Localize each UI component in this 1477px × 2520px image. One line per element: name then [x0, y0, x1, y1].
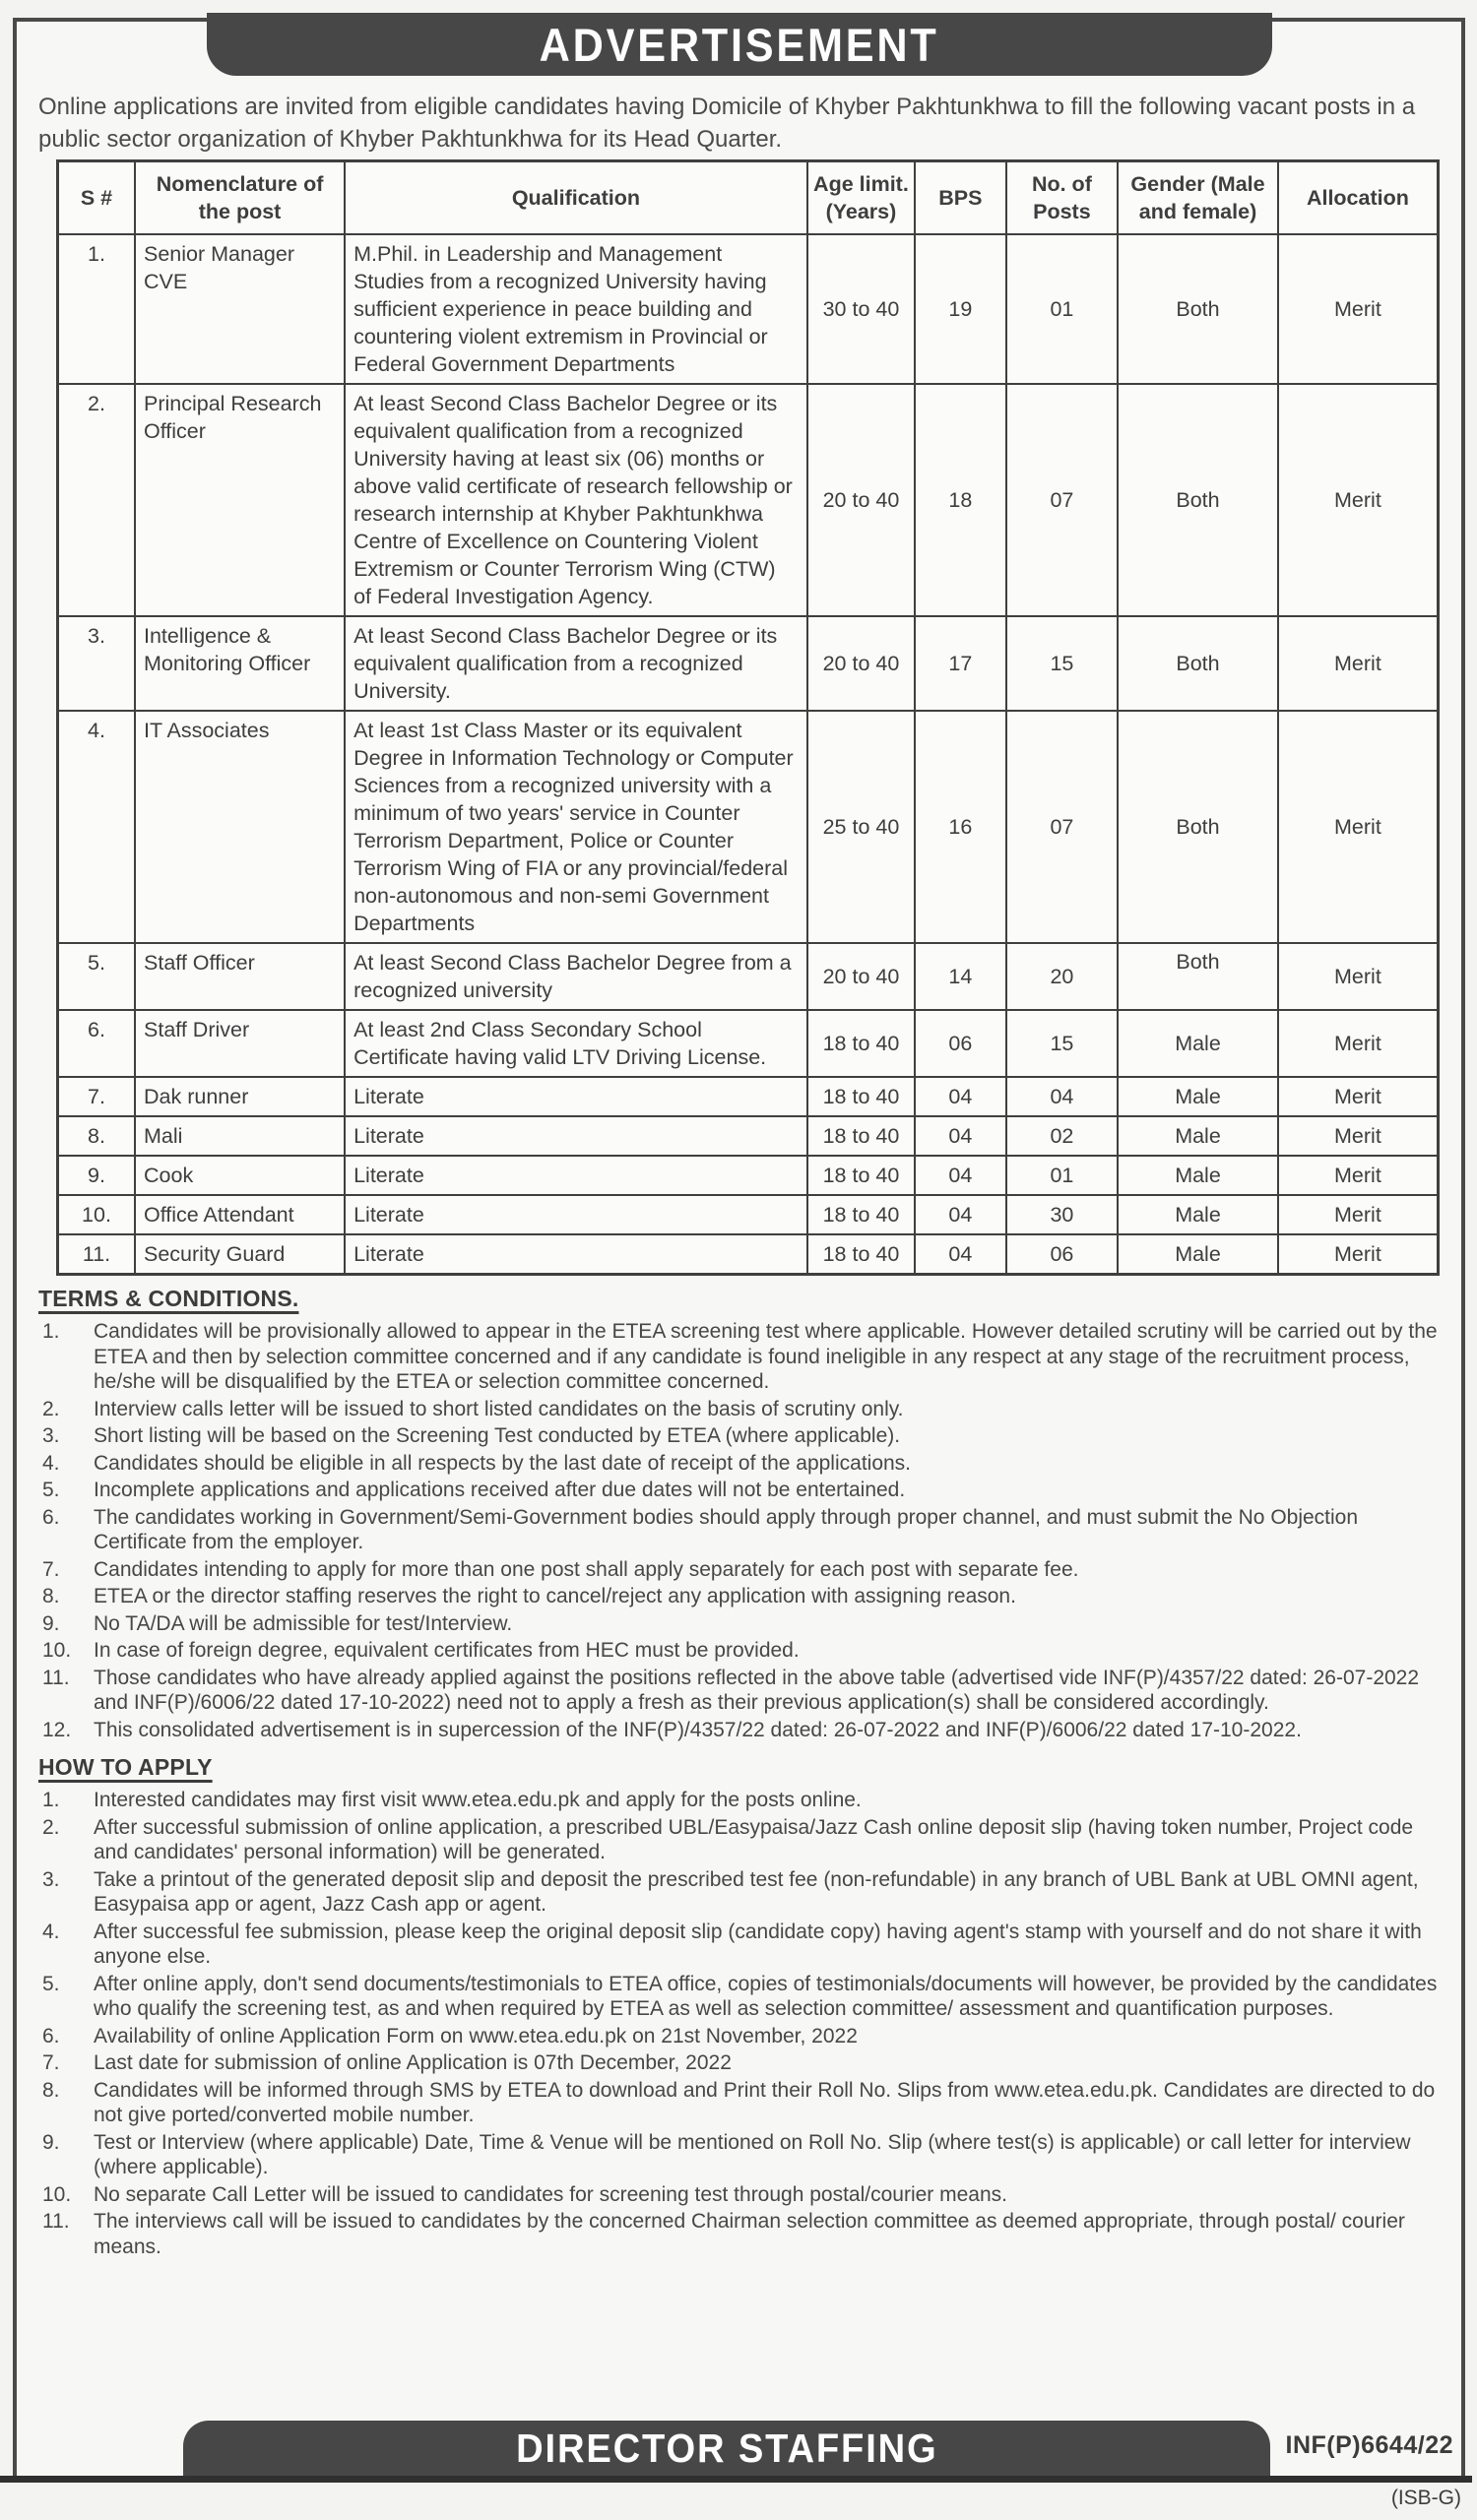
term-item [38, 1584, 1440, 1609]
item-text: Candidates should be eligible in all respects by the last date of receipt of the applications. [94, 1451, 912, 1475]
header-allocation: Allocation [1278, 161, 1439, 235]
item-number: 2. [42, 1815, 60, 1839]
term-item [38, 1557, 1440, 1583]
table-row [58, 1234, 1439, 1275]
apply-item [38, 2209, 1440, 2259]
cell-qualification: At least 2nd Class Secondary School Certificate having valid LTV Driving License. [345, 1010, 807, 1077]
cell-allocation: Merit [1278, 1234, 1439, 1275]
cell-post-name: Staff Officer [135, 943, 345, 1010]
apply-item [38, 2024, 1440, 2049]
cell-allocation: Merit [1278, 711, 1439, 943]
cell-post-name: Cook [135, 1156, 345, 1195]
item-number: 7. [42, 2051, 60, 2074]
item-text: Candidates will be provisionally allowed to appear in the ETEA screening test where applicable. However detailed scrutiny will be carried out by the ETEA and then by selection committee concerned and if any candidate is found ineligible in any respect at any stage of the recruitment process, he/she will be disqualified by the ETEA or selection committee concerned. [94, 1320, 1438, 1393]
item-number: 6. [42, 2024, 60, 2048]
cell-qualification: Literate [345, 1116, 807, 1156]
table-row [58, 234, 1439, 384]
term-item [38, 1638, 1440, 1664]
term-item [38, 1478, 1440, 1503]
cell-bps: 04 [915, 1077, 1006, 1116]
apply-item [38, 2182, 1440, 2208]
cell-allocation: Merit [1278, 1116, 1439, 1156]
cell-bps: 04 [915, 1195, 1006, 1234]
cell-post-name: Mali [135, 1116, 345, 1156]
cell-qualification: At least 1st Class Master or its equivalent Degree in Information Technology or Computer Sciences from a recognized university with a minimum of two years' service in Counter Terrorism Department, Police or Counter Terrorism Wing of FIA or any provincial/federal non-autonomous and non-semi Government Departments [345, 711, 807, 943]
cell-serial: 9. [58, 1156, 136, 1195]
item-text: Candidates intending to apply for more than one post shall apply separately for each post with separate fee. [94, 1557, 1079, 1581]
cell-allocation: Merit [1278, 1156, 1439, 1195]
cell-allocation: Merit [1278, 943, 1439, 1010]
director-staffing-title: DIRECTOR STAFFING [515, 2425, 938, 2471]
cell-age-limit: 18 to 40 [807, 1116, 915, 1156]
apply-item [38, 1867, 1440, 1918]
cell-gender: Both [1118, 616, 1278, 711]
cell-post-name: Principal Research Officer [135, 384, 345, 616]
item-number: 8. [42, 1585, 60, 1607]
table-header-row [58, 161, 1439, 235]
item-number: 3. [42, 1424, 60, 1447]
item-number: 3. [42, 1867, 60, 1891]
item-text: Interested candidates may first visit www.etea.edu.pk and apply for the posts online. [94, 1789, 862, 1811]
item-number: 4. [42, 1451, 60, 1475]
posts-table-body [58, 234, 1439, 1275]
advertisement-title: ADVERTISEMENT [540, 18, 939, 71]
cell-no-of-posts: 20 [1006, 943, 1119, 1010]
table-row [58, 1077, 1439, 1116]
item-number: 10. [42, 1639, 72, 1662]
header-serial: S # [58, 161, 136, 235]
cell-age-limit: 18 to 40 [807, 1010, 915, 1077]
item-text: Test or Interview (where applicable) Date, Time & Venue will be mentioned on Roll No. Slip (where test(s) is applicable) or call letter for interview (where applicable). [94, 2130, 1411, 2178]
item-text: Incomplete applications and applications received after due dates will not be entertained. [94, 1479, 906, 1501]
terms-list [38, 1319, 1440, 1742]
item-number: 11. [42, 2210, 70, 2233]
item-text: In case of foreign degree, equivalent certificates from HEC must be provided. [94, 1639, 800, 1662]
cell-no-of-posts: 06 [1006, 1234, 1119, 1275]
item-number: 4. [42, 1920, 60, 1943]
apply-item [38, 1972, 1440, 2022]
term-item [38, 1451, 1440, 1477]
cell-allocation: Merit [1278, 1077, 1439, 1116]
term-item [38, 1397, 1440, 1422]
intro-paragraph: Online applications are invited from eligible candidates having Domicile of Khyber Pakhtunkhwa to fill the following vacant posts in a public sector organization of Khyber Pakhtunkhwa for its Head Quarter. [38, 94, 1416, 153]
cell-post-name: IT Associates [135, 711, 345, 943]
header-bps: BPS [915, 161, 1006, 235]
advertisement-banner [207, 13, 1272, 76]
table-row [58, 1010, 1439, 1077]
cell-age-limit: 18 to 40 [807, 1077, 915, 1116]
cell-qualification: Literate [345, 1077, 807, 1116]
term-item [38, 1666, 1440, 1716]
cell-age-limit: 20 to 40 [807, 384, 915, 616]
cell-serial: 1. [58, 234, 136, 384]
cell-bps: 04 [915, 1234, 1006, 1275]
term-item [38, 1611, 1440, 1637]
cell-serial: 7. [58, 1077, 136, 1116]
item-number: 12. [42, 1718, 72, 1741]
cell-bps: 16 [915, 711, 1006, 943]
cell-age-limit: 18 to 40 [807, 1234, 915, 1275]
item-text: After successful fee submission, please keep the original deposit slip (candidate copy) having agent's stamp with yourself and do not share it with anyone else. [94, 1920, 1422, 1968]
term-item [38, 1505, 1440, 1555]
isb-g-note: (ISB-G) [1390, 2487, 1461, 2509]
cell-serial: 3. [58, 616, 136, 711]
cell-age-limit: 30 to 40 [807, 234, 915, 384]
item-number: 7. [42, 1557, 60, 1581]
cell-qualification: Literate [345, 1234, 807, 1275]
cell-bps: 18 [915, 384, 1006, 616]
item-text: This consolidated advertisement is in supercession of the INF(P)/4357/22 dated: 26-07-2022 and INF(P)/6006/22 dated 17-10-2022. [94, 1718, 1302, 1741]
table-row [58, 1195, 1439, 1234]
cell-allocation: Merit [1278, 1010, 1439, 1077]
item-text: No TA/DA will be admissible for test/Interview. [94, 1611, 513, 1635]
cell-qualification: At least Second Class Bachelor Degree or its equivalent qualification from a recognized University having at least six (06) months or above valid certificate of research fellowship or research internship at Khyber Pakhtunkhwa Centre of Excellence on Countering Violent Extremism or Counter Terrorism Wing (CTW) of Federal Investigation Agency. [345, 384, 807, 616]
cell-no-of-posts: 07 [1006, 384, 1119, 616]
apply-item [38, 1815, 1440, 1865]
apply-item [38, 2130, 1440, 2180]
cell-serial: 4. [58, 711, 136, 943]
cell-gender: Both [1118, 384, 1278, 616]
item-number: 6. [42, 1505, 60, 1529]
cell-qualification: Literate [345, 1195, 807, 1234]
cell-no-of-posts: 15 [1006, 1010, 1119, 1077]
cell-serial: 5. [58, 943, 136, 1010]
cell-gender: Both [1118, 943, 1278, 1010]
item-text: After successful submission of online application, a prescribed UBL/Easypaisa/Jazz Cash online deposit slip (having token number, Project code and candidates' personal information) will be generated. [94, 1815, 1414, 1863]
cell-serial: 6. [58, 1010, 136, 1077]
item-number: 5. [42, 1479, 60, 1501]
cell-bps: 17 [915, 616, 1006, 711]
item-number: 2. [42, 1397, 60, 1420]
header-age-limit: Age limit. (Years) [807, 161, 915, 235]
cell-bps: 14 [915, 943, 1006, 1010]
cell-serial: 8. [58, 1116, 136, 1156]
item-text: Short listing will be based on the Screening Test conducted by ETEA (where applicable). [94, 1424, 901, 1447]
item-text: Those candidates who have already applied against the positions reflected in the above table (advertised vide INF(P)/4357/22 dated: 26-07-2022 and INF(P)/6006/22 dated 17-10-2022) need not to apply a fresh as their previous application(s) shall be considered accordingly. [94, 1666, 1420, 1714]
item-text: ETEA or the director staffing reserves the right to cancel/reject any application with assigning reason. [94, 1585, 1016, 1607]
cell-bps: 04 [915, 1156, 1006, 1195]
cell-qualification: At least Second Class Bachelor Degree from a recognized university [345, 943, 807, 1010]
term-item [38, 1319, 1440, 1395]
cell-gender: Male [1118, 1234, 1278, 1275]
item-text: Interview calls letter will be issued to short listed candidates on the basis of scrutiny only. [94, 1397, 904, 1420]
cell-post-name: Intelligence & Monitoring Officer [135, 616, 345, 711]
cell-no-of-posts: 07 [1006, 711, 1119, 943]
item-text: Candidates will be informed through SMS by ETEA to download and Print their Roll No. Slips from www.etea.edu.pk. Candidates are directed to do not give ported/converted mobile number. [94, 2078, 1436, 2126]
item-number: 1. [42, 1789, 60, 1811]
cell-post-name: Dak runner [135, 1077, 345, 1116]
cell-no-of-posts: 02 [1006, 1116, 1119, 1156]
item-number: 9. [42, 1611, 60, 1635]
cell-gender: Both [1118, 711, 1278, 943]
term-item [38, 1423, 1440, 1449]
cell-allocation: Merit [1278, 234, 1439, 384]
cell-no-of-posts: 04 [1006, 1077, 1119, 1116]
apply-item [38, 2050, 1440, 2076]
table-row [58, 384, 1439, 616]
apply-item [38, 2078, 1440, 2128]
item-text: Availability of online Application Form on www.etea.edu.pk on 21st November, 2022 [94, 2024, 858, 2048]
cell-post-name: Security Guard [135, 1234, 345, 1275]
term-item [38, 1718, 1440, 1743]
table-row [58, 711, 1439, 943]
cell-no-of-posts: 15 [1006, 616, 1119, 711]
cell-qualification: M.Phil. in Leadership and Management Studies from a recognized University having sufficient experience in peace building and countering violent extremism in Provincial or Federal Government Departments [345, 234, 807, 384]
table-row [58, 616, 1439, 711]
cell-no-of-posts: 01 [1006, 234, 1119, 384]
director-staffing-banner [183, 2421, 1270, 2476]
table-row [58, 943, 1439, 1010]
item-text: Take a printout of the generated deposit slip and deposit the prescribed test fee (non-refundable) in any branch of UBL Bank at UBL OMNI agent, Easypaisa app or agent, Jazz Cash app or agent. [94, 1867, 1419, 1916]
table-row [58, 1116, 1439, 1156]
table-row [58, 1156, 1439, 1195]
cell-serial: 11. [58, 1234, 136, 1275]
cell-age-limit: 18 to 40 [807, 1156, 915, 1195]
cell-post-name: Senior Manager CVE [135, 234, 345, 384]
bottom-rule [0, 2476, 1472, 2483]
item-text: Last date for submission of online Application is 07th December, 2022 [94, 2051, 732, 2074]
cell-gender: Male [1118, 1195, 1278, 1234]
item-number: 5. [42, 1972, 60, 1995]
terms-heading: TERMS & CONDITIONS. [38, 1286, 299, 1311]
header-nomenclature: Nomenclature of the post [135, 161, 345, 235]
cell-age-limit: 18 to 40 [807, 1195, 915, 1234]
item-text: After online apply, don't send documents/testimonials to ETEA office, copies of testimonials/documents will however, be provided by the candidates who qualify the screening test, as and when required by ETEA as well as selection committee/ assessment and quantification purposes. [94, 1972, 1438, 2020]
cell-qualification: Literate [345, 1156, 807, 1195]
apply-item [38, 1920, 1440, 1970]
item-number: 1. [42, 1320, 60, 1343]
header-gender: Gender (Male and female) [1118, 161, 1278, 235]
item-number: 10. [42, 2182, 72, 2206]
cell-serial: 10. [58, 1195, 136, 1234]
cell-gender: Male [1118, 1116, 1278, 1156]
cell-no-of-posts: 01 [1006, 1156, 1119, 1195]
cell-serial: 2. [58, 384, 136, 616]
item-number: 8. [42, 2078, 60, 2102]
header-no-of-posts: No. of Posts [1006, 161, 1119, 235]
vacant-posts-table [56, 159, 1440, 1276]
cell-allocation: Merit [1278, 616, 1439, 711]
cell-gender: Male [1118, 1010, 1278, 1077]
header-qualification: Qualification [345, 161, 807, 235]
cell-post-name: Staff Driver [135, 1010, 345, 1077]
cell-gender: Male [1118, 1156, 1278, 1195]
how-to-apply-list [38, 1788, 1440, 2259]
cell-allocation: Merit [1278, 1195, 1439, 1234]
apply-item [38, 1788, 1440, 1813]
cell-allocation: Merit [1278, 384, 1439, 616]
cell-bps: 19 [915, 234, 1006, 384]
item-text: No separate Call Letter will be issued to candidates for screening test through postal/courier means. [94, 2182, 1007, 2206]
cell-qualification: At least Second Class Bachelor Degree or its equivalent qualification from a recognized University. [345, 616, 807, 711]
cell-post-name: Office Attendant [135, 1195, 345, 1234]
ad-content [38, 91, 1440, 2261]
cell-bps: 06 [915, 1010, 1006, 1077]
item-number: 11. [42, 1666, 70, 1689]
advertisement-ref-number: INF(P)6644/22 [1285, 2431, 1453, 2459]
cell-age-limit: 20 to 40 [807, 943, 915, 1010]
how-to-apply-heading: HOW TO APPLY [38, 1754, 213, 1780]
item-text: The interviews call will be issued to candidates by the concerned Chairman selection committee as deemed appropriate, through postal/ courier means. [94, 2210, 1405, 2258]
cell-bps: 04 [915, 1116, 1006, 1156]
cell-age-limit: 20 to 40 [807, 616, 915, 711]
cell-no-of-posts: 30 [1006, 1195, 1119, 1234]
cell-gender: Male [1118, 1077, 1278, 1116]
item-number: 9. [42, 2130, 60, 2154]
cell-age-limit: 25 to 40 [807, 711, 915, 943]
item-text: The candidates working in Government/Semi-Government bodies should apply through proper channel, and must submit the No Objection Certificate from the employer. [94, 1505, 1359, 1553]
cell-gender: Both [1118, 234, 1278, 384]
